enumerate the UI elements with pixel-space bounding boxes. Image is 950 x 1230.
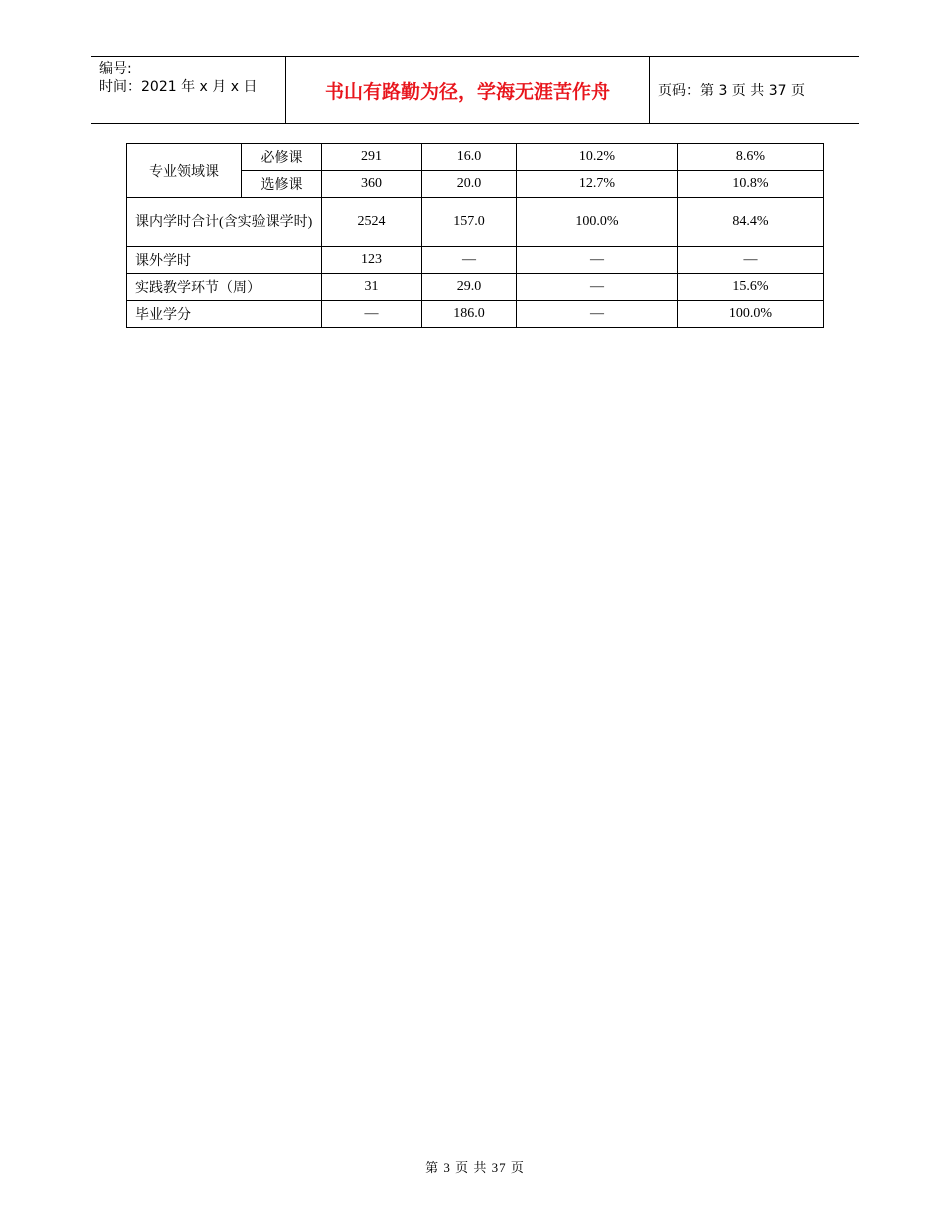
percent-cell: 10.8% xyxy=(678,171,824,198)
row-label: 课外学时 xyxy=(127,247,322,274)
table-row xyxy=(127,144,824,171)
percent-cell: — xyxy=(678,247,824,274)
credits-cell: — xyxy=(422,247,517,274)
percent-cell: 15.6% xyxy=(678,274,824,301)
row-label: 必修课 xyxy=(242,144,322,171)
percent-cell: 10.2% xyxy=(517,144,678,171)
table-row xyxy=(127,301,824,328)
percent-cell: 100.0% xyxy=(517,198,678,247)
percent-cell: 100.0% xyxy=(678,301,824,328)
hours-cell: 31 xyxy=(322,274,422,301)
hours-cell: 123 xyxy=(322,247,422,274)
credits-cell: 20.0 xyxy=(422,171,517,198)
header-motto: 书山有路勤为径，学海无涯苦作舟 xyxy=(324,80,610,103)
hours-cell: — xyxy=(322,301,422,328)
header-page-info: 页码：第 3 页 共 37 页 xyxy=(658,83,805,99)
percent-cell: 12.7% xyxy=(517,171,678,198)
number-label: 编号: xyxy=(99,61,132,77)
page-header xyxy=(91,56,859,124)
percent-cell: 84.4% xyxy=(678,198,824,247)
hours-cell: 2524 xyxy=(322,198,422,247)
hours-cell: 291 xyxy=(322,144,422,171)
table-row xyxy=(127,198,824,247)
row-label: 毕业学分 xyxy=(127,301,322,328)
credits-cell: 157.0 xyxy=(422,198,517,247)
credit-table xyxy=(126,143,824,328)
credits-cell: 186.0 xyxy=(422,301,517,328)
header-meta xyxy=(99,60,257,96)
table-row xyxy=(127,247,824,274)
credits-cell: 16.0 xyxy=(422,144,517,171)
percent-cell: 8.6% xyxy=(678,144,824,171)
page-footer: 第 3 页 共 37 页 xyxy=(425,1160,525,1175)
time-line: 时间：2021 年 x 月 x 日 xyxy=(99,79,258,95)
row-label: 课内学时合计(含实验课学时) xyxy=(127,198,322,247)
table-row xyxy=(127,274,824,301)
group-label-cell: 专业领域课 xyxy=(127,144,242,198)
percent-cell: — xyxy=(517,301,678,328)
percent-cell: — xyxy=(517,247,678,274)
header-divider xyxy=(649,57,650,123)
hours-cell: 360 xyxy=(322,171,422,198)
credits-cell: 29.0 xyxy=(422,274,517,301)
percent-cell: — xyxy=(517,274,678,301)
row-label: 选修课 xyxy=(242,171,322,198)
row-label: 实践教学环节（周） xyxy=(127,274,322,301)
